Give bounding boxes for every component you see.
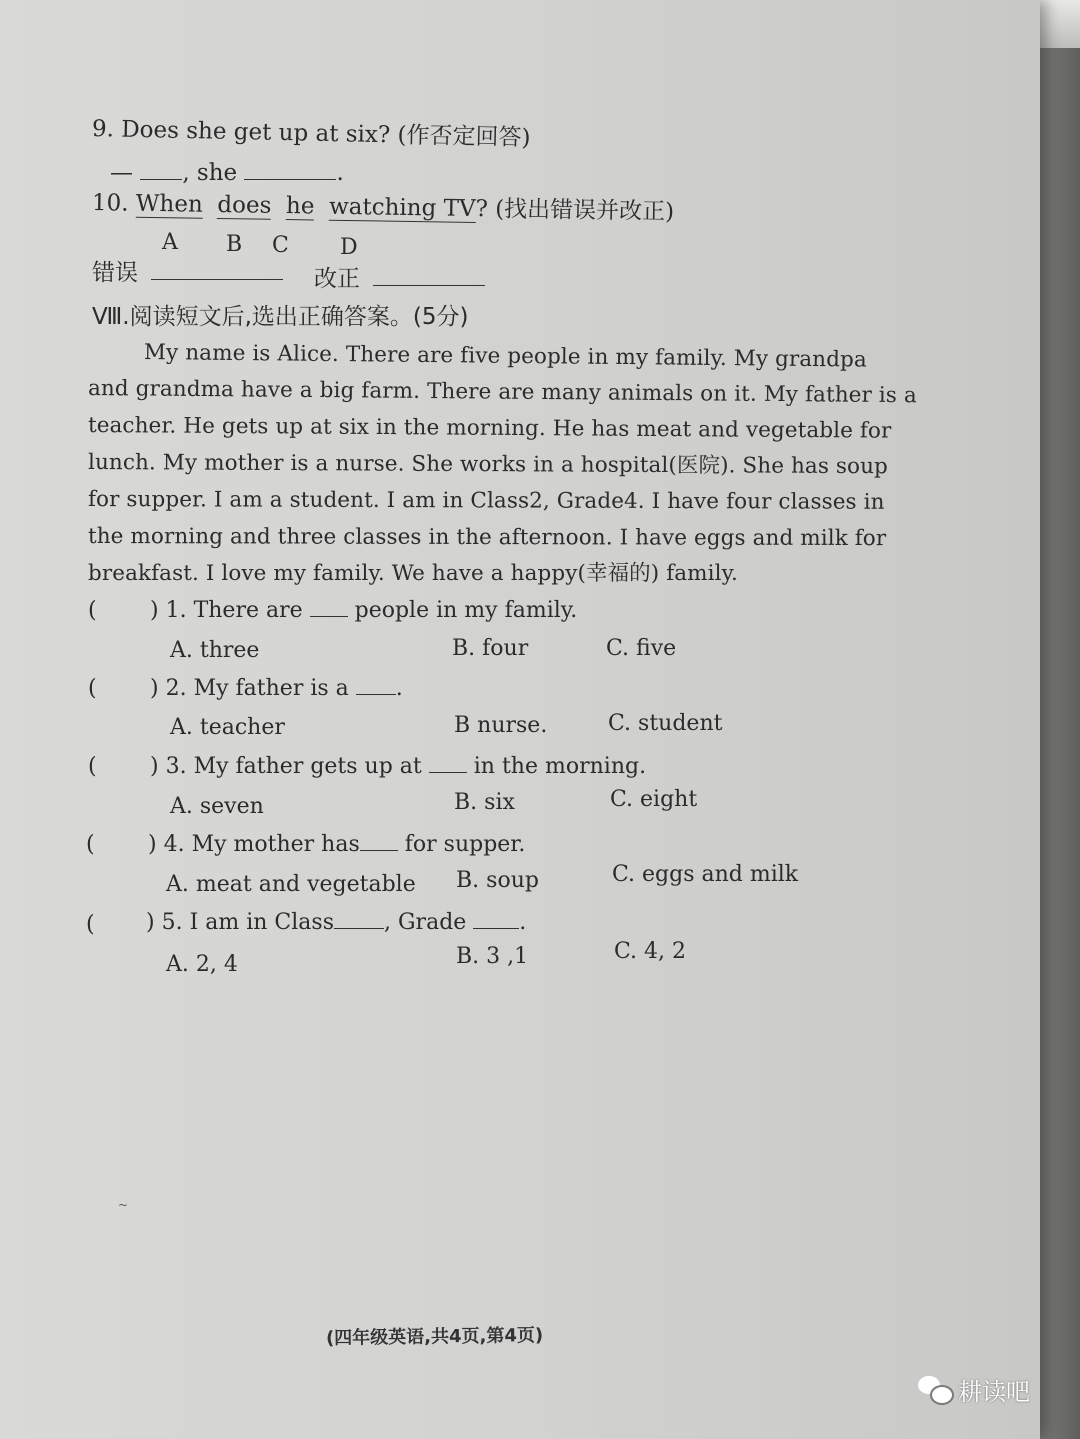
q10-line bbox=[92, 192, 674, 224]
q10-letter-c: C bbox=[272, 233, 289, 258]
watermark bbox=[918, 1372, 1030, 1407]
q10-error-label: 错误 bbox=[92, 260, 138, 286]
q1-option-c: C. five bbox=[606, 636, 677, 661]
q10-word-d: watching TV bbox=[328, 193, 476, 223]
section-8-title: Ⅷ.阅读短文后,选出正确答案。(5分) bbox=[92, 304, 469, 330]
watermark-text: 耕读吧 bbox=[958, 1378, 1030, 1406]
passage-line-2: and grandma have a big farm. There are many animals on it. My father is a bbox=[87, 376, 917, 409]
q2-paren-open: ( bbox=[88, 676, 97, 701]
question-5 bbox=[146, 912, 526, 934]
q10-correct-label: 改正 bbox=[314, 266, 360, 292]
q3-option-c: C. eight bbox=[610, 787, 698, 812]
passage-line-6: the morning and three classes in the afternoon. I have eggs and milk for bbox=[87, 524, 887, 552]
q3-option-b: B. six bbox=[454, 790, 515, 815]
q3-stem: 3. My father gets up at bbox=[165, 754, 422, 779]
q5-option-a: A. 2, 4 bbox=[166, 952, 238, 977]
q1-stem-end: people in my family. bbox=[354, 598, 578, 623]
q4-stem: 4. My mother has bbox=[163, 832, 360, 857]
q9-blank-2 bbox=[244, 179, 336, 180]
q5-stem-end: . bbox=[519, 910, 527, 935]
question-4 bbox=[148, 834, 525, 856]
passage-line-5: for supper. I am a student. I am in Class2, Grade4. I have four classes in bbox=[87, 487, 885, 515]
q9-end: . bbox=[336, 160, 344, 186]
q9-dash: — bbox=[110, 160, 133, 186]
q10-letter-b: B bbox=[226, 232, 243, 257]
q2-paren-close: ) bbox=[150, 676, 159, 701]
q10-error-row bbox=[92, 262, 283, 285]
q5-blank-2 bbox=[473, 928, 519, 929]
passage-line-4: lunch. My mother is a nurse. She works in a hospital(医院). She has soup bbox=[87, 450, 888, 480]
q4-stem-end: for supper. bbox=[404, 832, 526, 857]
question-1 bbox=[150, 600, 577, 622]
q5-stem-mid: , Grade bbox=[384, 910, 467, 935]
q1-paren-open: ( bbox=[88, 598, 97, 623]
q1-blank bbox=[310, 616, 348, 617]
q4-blank bbox=[360, 850, 398, 851]
q3-stem-end: in the morning. bbox=[473, 754, 647, 779]
q10-word-a: When bbox=[135, 190, 203, 218]
q4-option-b: B. soup bbox=[456, 868, 539, 893]
q9-she: , she bbox=[182, 160, 238, 186]
q5-paren-open: ( bbox=[86, 912, 95, 937]
page-footer: (四年级英语,共4页,第4页) bbox=[325, 1324, 544, 1349]
q3-paren-close: ) bbox=[150, 754, 159, 779]
q1-stem: 1. There are bbox=[165, 598, 303, 623]
q4-paren-close: ) bbox=[148, 832, 157, 857]
q2-option-c: C. student bbox=[608, 711, 723, 736]
q2-blank bbox=[356, 694, 396, 695]
q5-option-b: B. 3 ,1 bbox=[456, 944, 529, 969]
passage-line-3: teacher. He gets up at six in the morning. He has meat and vegetable for bbox=[87, 413, 892, 444]
q5-option-c: C. 4, 2 bbox=[614, 939, 687, 964]
q10-correct-row bbox=[314, 268, 485, 291]
q1-option-a: A. three bbox=[170, 638, 260, 663]
q9-prompt: 9. Does she get up at six? (作否定回答) bbox=[91, 116, 531, 152]
q2-stem-end: . bbox=[395, 676, 403, 701]
passage-line-1: My name is Alice. There are five people in my family. My grandpa bbox=[143, 340, 867, 373]
q2-option-b: B nurse. bbox=[454, 713, 548, 738]
q9-blank-1 bbox=[140, 179, 182, 180]
q10-error-blank bbox=[151, 279, 283, 280]
q10-correct-blank bbox=[373, 285, 485, 286]
q4-paren-open: ( bbox=[86, 832, 95, 857]
q5-blank-1 bbox=[334, 928, 384, 929]
passage-line-7: breakfast. I love my family. We have a happy(幸福的) family. bbox=[88, 561, 738, 586]
ink-smudge: ~ bbox=[118, 1198, 129, 1212]
question-3 bbox=[150, 756, 646, 778]
q10-word-b: does bbox=[217, 191, 272, 219]
q10-number: 10. bbox=[91, 190, 129, 217]
q5-paren-close: ) bbox=[146, 910, 155, 935]
q4-option-c: C. eggs and milk bbox=[612, 862, 799, 887]
q1-option-b: B. four bbox=[452, 636, 529, 661]
q2-stem: 2. My father is a bbox=[165, 676, 349, 701]
question-2 bbox=[150, 678, 403, 700]
wechat-icon bbox=[918, 1376, 952, 1404]
q5-stem: 5. I am in Class bbox=[161, 910, 334, 935]
q10-word-c: he bbox=[285, 193, 315, 220]
q9-answer-line bbox=[110, 162, 344, 185]
q2-option-a: A. teacher bbox=[170, 715, 285, 740]
q10-letter-d: D bbox=[340, 235, 358, 260]
q10-instruction: ? (找出错误并改正) bbox=[475, 196, 675, 226]
q1-paren-close: ) bbox=[150, 598, 159, 623]
q3-option-a: A. seven bbox=[170, 794, 264, 819]
q4-option-a: A. meat and vegetable bbox=[166, 872, 416, 897]
q10-letter-a: A bbox=[162, 230, 178, 255]
q3-paren-open: ( bbox=[88, 754, 97, 779]
q3-blank bbox=[429, 772, 467, 773]
